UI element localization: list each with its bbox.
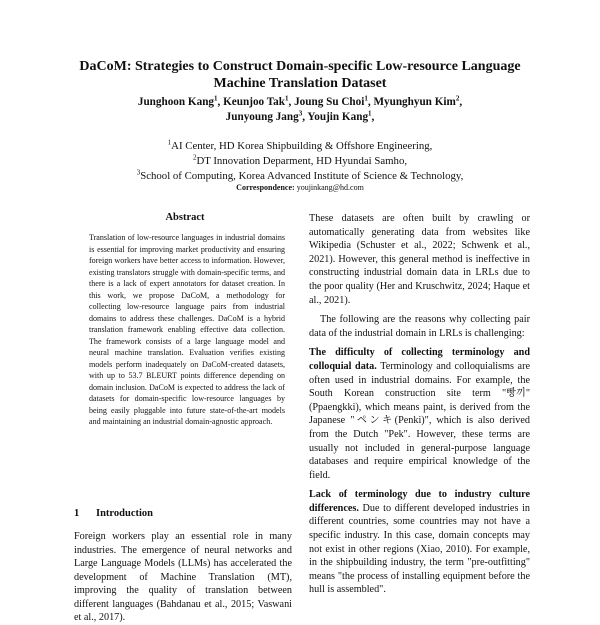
paper-title: [40, 58, 560, 92]
author-affil-mark: 1: [284, 94, 289, 103]
affiliation-mark: 3: [136, 168, 141, 176]
correspondence-label: Correspondence:: [236, 183, 295, 192]
title-line-2: Machine Translation Dataset: [213, 76, 387, 91]
paragraph-body: Terminology and colloquialisms are often used in industrial domains. For example, the South Korean construction site term "빵끼" (Ppaengkki), which means paint, is derived from the Japanese "ペンキ(Penki)", which is also derived from the Dutch "Pek". However, these terms are usually not included in general-purpose language databases and require empirical knowledge of the field.: [309, 360, 530, 481]
author-list: [40, 95, 560, 125]
affiliation-mark: 2: [192, 153, 197, 162]
section-number: 1: [74, 508, 80, 519]
right-column: [309, 212, 530, 603]
paragraph-lead: The difficulty of collecting terminology and colloquial data.: [309, 347, 530, 372]
affiliations: [40, 139, 560, 183]
paragraph: [309, 346, 530, 482]
section-title: Introduction: [96, 508, 153, 519]
affiliation-mark: 1: [167, 138, 172, 147]
paragraph: [309, 488, 530, 597]
title-line-1: DaCoM: Strategies to Construct Domain-specific Low-resource Language: [79, 59, 521, 74]
author-affil-mark: 1: [214, 94, 218, 103]
author-affil-mark: 3: [298, 109, 303, 118]
section-heading-introduction: [74, 508, 153, 519]
paragraph: These datasets are often built by crawling or automatically generating data from websites like Wikipedia (Schuster et al., 2022; Schwenk et al., 2021). However, this general method is ineffective in constructing industrial domain data in LRLs due to the poor quality (Her and Kruschwitz, 2024; Haque et al., 2021).: [309, 213, 530, 306]
affiliation: [40, 139, 560, 154]
affiliation-text: School of Computing, Korea Advanced Institute of Science & Technology,: [140, 169, 464, 182]
affiliation-text: DT Innovation Deparment, HD Hyundai Samho,: [196, 154, 408, 167]
author-name: Myunghyun Kim: [373, 96, 456, 108]
paragraph-body: Due to different developed industries in different countries, some countries may not have a specific industry. In this case, domain concepts may not exist in other regions (Xiao, 2010). For example, in the shipbuilding industry, the term "pre-outfitting" means "the process of installing equipment before the hull is assembled".: [309, 502, 531, 596]
authors-line-2: Junyoung Jang$^3$, Youjin Kang$^1$,: [225, 109, 375, 123]
affiliation-text: AI Center, HD Korea Shipbuilding & Offshore Engineering,: [171, 140, 433, 152]
author-name: Youjin Kang: [307, 111, 369, 123]
author-name: Keunjoo Tak: [223, 96, 285, 108]
author-affil-mark: 2: [455, 94, 460, 103]
author-name: Junyoung Jang: [225, 111, 299, 123]
authors-line-1: Junghoon Kang$^1$, Keunjoo Tak$^1$, Joung Su Choi$^1$, Myunghyun Kim$^2$,: [137, 94, 463, 108]
correspondence-email[interactable]: youjinkang@hd.com: [296, 183, 364, 192]
author-affil-mark: 1: [368, 109, 372, 118]
abstract-text: Translation of low-resource languages in industrial domains is essential for improving market productivity and ensuring foreign workers have better access to information. However, existing translators struggle with domain-specific terms, and there is a lack of expert annotators for dataset creation. In this work, we propose DaCoM, a methodology for collecting low-resource language pairs from industrial domains to address these challenges. DaCoM is a hybrid translation framework enabling effective data collection. The framework consists of a large language model and neural machine translation. Evaluation verifies existing models perform inadequately on DaCoM-created datasets, with up to 53.7 BLEURT points difference depending on domain inclusion. DaCoM is expected to address the lack of datasets for domain-specific low-resource languages by being easily pluggable into future state-of-the-art models and maintaining an industrial domain-agnostic approach.: [89, 233, 285, 426]
author-name: Junghoon Kang: [137, 96, 215, 108]
introduction-text: Foreign workers play an essential role in many industries. The emergence of neural networks and Large Language Models (LLMs) has accelerated the development of Machine Translation (MT), improving the quality of translation between different languages (Bahdanau et al., 2015; Vaswani et al., 2017).: [74, 531, 292, 623]
author-affil-mark: 1: [364, 94, 368, 103]
abstract-heading: Abstract: [165, 212, 205, 223]
author-name: Joung Su Choi: [294, 96, 365, 108]
paragraph: The following are the reasons why collecting pair data of the industrial domain in LRLs is challenging:: [309, 314, 530, 339]
correspondence: [40, 182, 560, 194]
paragraph-lead: Lack of terminology due to industry culture differences.: [309, 489, 530, 514]
affiliation: [40, 154, 560, 169]
